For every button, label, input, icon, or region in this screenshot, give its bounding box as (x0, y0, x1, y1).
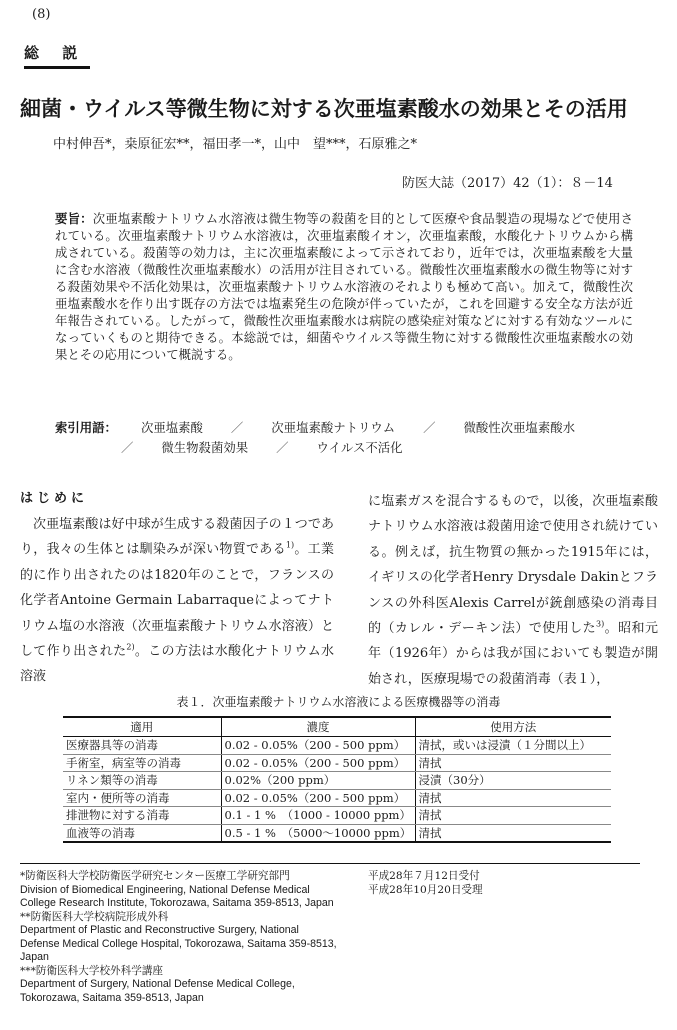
table-cell: 清拭 (415, 824, 611, 842)
accepted-date: 平成28年10月20日受理 (368, 883, 483, 896)
body-text: 。この方法は水酸化ナトリウム水溶液 (20, 644, 334, 685)
table-cell: 清拭 (415, 807, 611, 825)
body-text: 次亜塩素酸は好中球が生成する殺菌因子の１つであり，我々の生体とは馴染みが深い物質である (20, 517, 334, 558)
table-cell: 0.02 - 0.05%（200 - 500 ppm） (221, 789, 415, 807)
table-cell: 0.1 - 1 % （1000 - 10000 ppm） (221, 807, 415, 825)
keyword-separator: ／ (276, 440, 289, 455)
table-cell: 0.02 - 0.05%（200 - 500 ppm） (221, 737, 415, 755)
keywords (55, 418, 645, 458)
affiliation-en: Department of Plastic and Reconstructive Surgery, National Defense Medical College Hospital, Tokorozawa, Saitama 359-8513, Japan (20, 924, 337, 963)
table-cell: 0.02%（200 ppm） (221, 772, 415, 790)
citation-ref: 2) (126, 642, 135, 652)
table-cell: リネン類等の消毒 (63, 772, 221, 790)
disinfection-table (63, 716, 611, 843)
table-cell: 手術室，病室等の消毒 (63, 754, 221, 772)
affiliation-jp: *防衛医科大学校防衛医学研究センター医療工学研究部門 (20, 870, 290, 882)
affiliations (20, 870, 340, 1005)
table-cell: 血液等の消毒 (63, 824, 221, 842)
keyword: ウイルス不活化 (316, 440, 403, 455)
table-row (63, 824, 611, 842)
affiliation-jp: **防衛医科大学校病院形成外科 (20, 910, 169, 923)
table-row (63, 737, 611, 755)
abstract (55, 210, 633, 363)
keyword: 微酸性次亜塩素酸水 (463, 420, 575, 435)
table-row (63, 754, 611, 772)
keyword: 微生物殺菌効果 (161, 440, 249, 455)
citation-ref: 1) (285, 541, 295, 551)
abstract-text: 次亜塩素酸ナトリウム水溶液は微生物等の殺菌を目的として医療や食品製造の現場などで使用されている。次亜塩素酸ナトリウム水溶液は，次亜塩素酸イオン，次亜塩素酸，水酸化ナトリウムから構成されている。殺菌等の効力は，主に次亜塩素酸によって示されており，近年では，次亜塩素酸を大量に含む水溶液（微酸性次亜塩素酸水）の活用が注目されている。微酸性次亜塩素酸水の微生物等に対する殺菌効果や不活化効果は，次亜塩素酸ナトリウム水溶液のそれよりも極めて高い。加えて，微酸性次亜塩素酸水を作り出す既存の方法では塩素発生の危険が伴っていたが，これを回避する安全な方法が近年報告されている。したがって，微酸性次亜塩素酸水は病院の感染症対策などに対する有効なツールになっていくものと期待できる。本総説では，細菌やウイルス等微生物に対する微酸性次亜塩素酸水の効果とその応用について概説する。 (55, 211, 633, 362)
citation-ref: 3) (596, 619, 605, 629)
table-header-row (63, 717, 611, 737)
keyword: 次亜塩素酸ナトリウム (271, 420, 396, 435)
body-text: 。昭和元年（1926年）からは我が国においても製造が開始され，医療現場での殺菌消毒（表１）， (368, 621, 658, 687)
received-date: 平成28年７月12日受付 (368, 870, 480, 882)
table-row (63, 772, 611, 790)
keyword-separator: ／ (121, 440, 134, 455)
table-cell: 清拭，或いは浸漬（１分間以上） (415, 737, 611, 755)
footnote-rule (20, 863, 640, 864)
author-list: 中村伸吾*，桒原征宏**，福田孝一*，山中 望***，石原雅之* (53, 137, 418, 152)
body-column-left (20, 489, 334, 690)
keyword: 次亜塩素酸 (140, 420, 203, 435)
column-header: 濃度 (221, 717, 415, 737)
keywords-label: 索引用語： (55, 420, 117, 435)
section-label: 総 説 (24, 42, 90, 69)
table-cell: 0.5 - 1 % （5000～10000 ppm） (221, 824, 415, 842)
table-cell: 浸漬（30分） (415, 772, 611, 790)
affiliation-en: Division of Biomedical Engineering, National Defense Medical College Research Institute, Tokorozawa, Saitama 359-8513, Japan (20, 883, 334, 909)
body-text: に塩素ガスを混合するもので，以後，次亜塩素酸ナトリウム水溶液は殺菌用途で使用され続けている。例えば，抗生物質の無かった1915年には，イギリスの化学者Henry Drysdale Dakinとフランスの外科医Alexis Carrelが銃創感染の消毒目的（カレル・デーキン法）で使用した (368, 494, 658, 637)
column-header: 適用 (63, 717, 221, 737)
table-caption: 表１．次亜塩素酸ナトリウム水溶液による医療機器等の消毒 (176, 695, 501, 709)
keyword-separator: ／ (423, 420, 436, 435)
affiliation-en: Department of Surgery, National Defense Medical College, Tokorozawa, Saitama 359-8513, Japan (20, 978, 295, 1004)
abstract-label: 要旨： (55, 211, 93, 226)
body-column-right (368, 489, 658, 692)
page-number: (8) (32, 7, 51, 22)
keyword-separator: ／ (230, 420, 244, 435)
section-heading: はじめに (20, 491, 89, 506)
body-text: 。工業的に作り出されたのは1820年のことで，フランスの化学者Antoine Germain Labarraqueによってナトリウム塩の水溶液（次亜塩素酸ナトリウム水溶液）として作り出された (20, 542, 334, 660)
body-paragraph (368, 489, 658, 692)
table-row (63, 807, 611, 825)
table-cell: 清拭 (415, 754, 611, 772)
table-cell: 清拭 (415, 789, 611, 807)
submission-dates (368, 870, 483, 897)
table-cell: 排泄物に対する消毒 (63, 807, 221, 825)
column-header: 使用方法 (415, 717, 611, 737)
table-cell: 0.02 - 0.05%（200 - 500 ppm） (221, 754, 415, 772)
table-cell: 医療器具等の消毒 (63, 737, 221, 755)
table-row (63, 789, 611, 807)
article-title: 細菌・ウイルス等微生物に対する次亜塩素酸水の効果とその活用 (20, 97, 628, 121)
affiliation-jp: ***防衛医科大学校外科学講座 (20, 964, 164, 977)
body-paragraph (20, 512, 334, 690)
table-cell: 室内・便所等の消毒 (63, 789, 221, 807)
journal-citation: 防医大誌（2017）42（1）：８－14 (402, 176, 613, 191)
